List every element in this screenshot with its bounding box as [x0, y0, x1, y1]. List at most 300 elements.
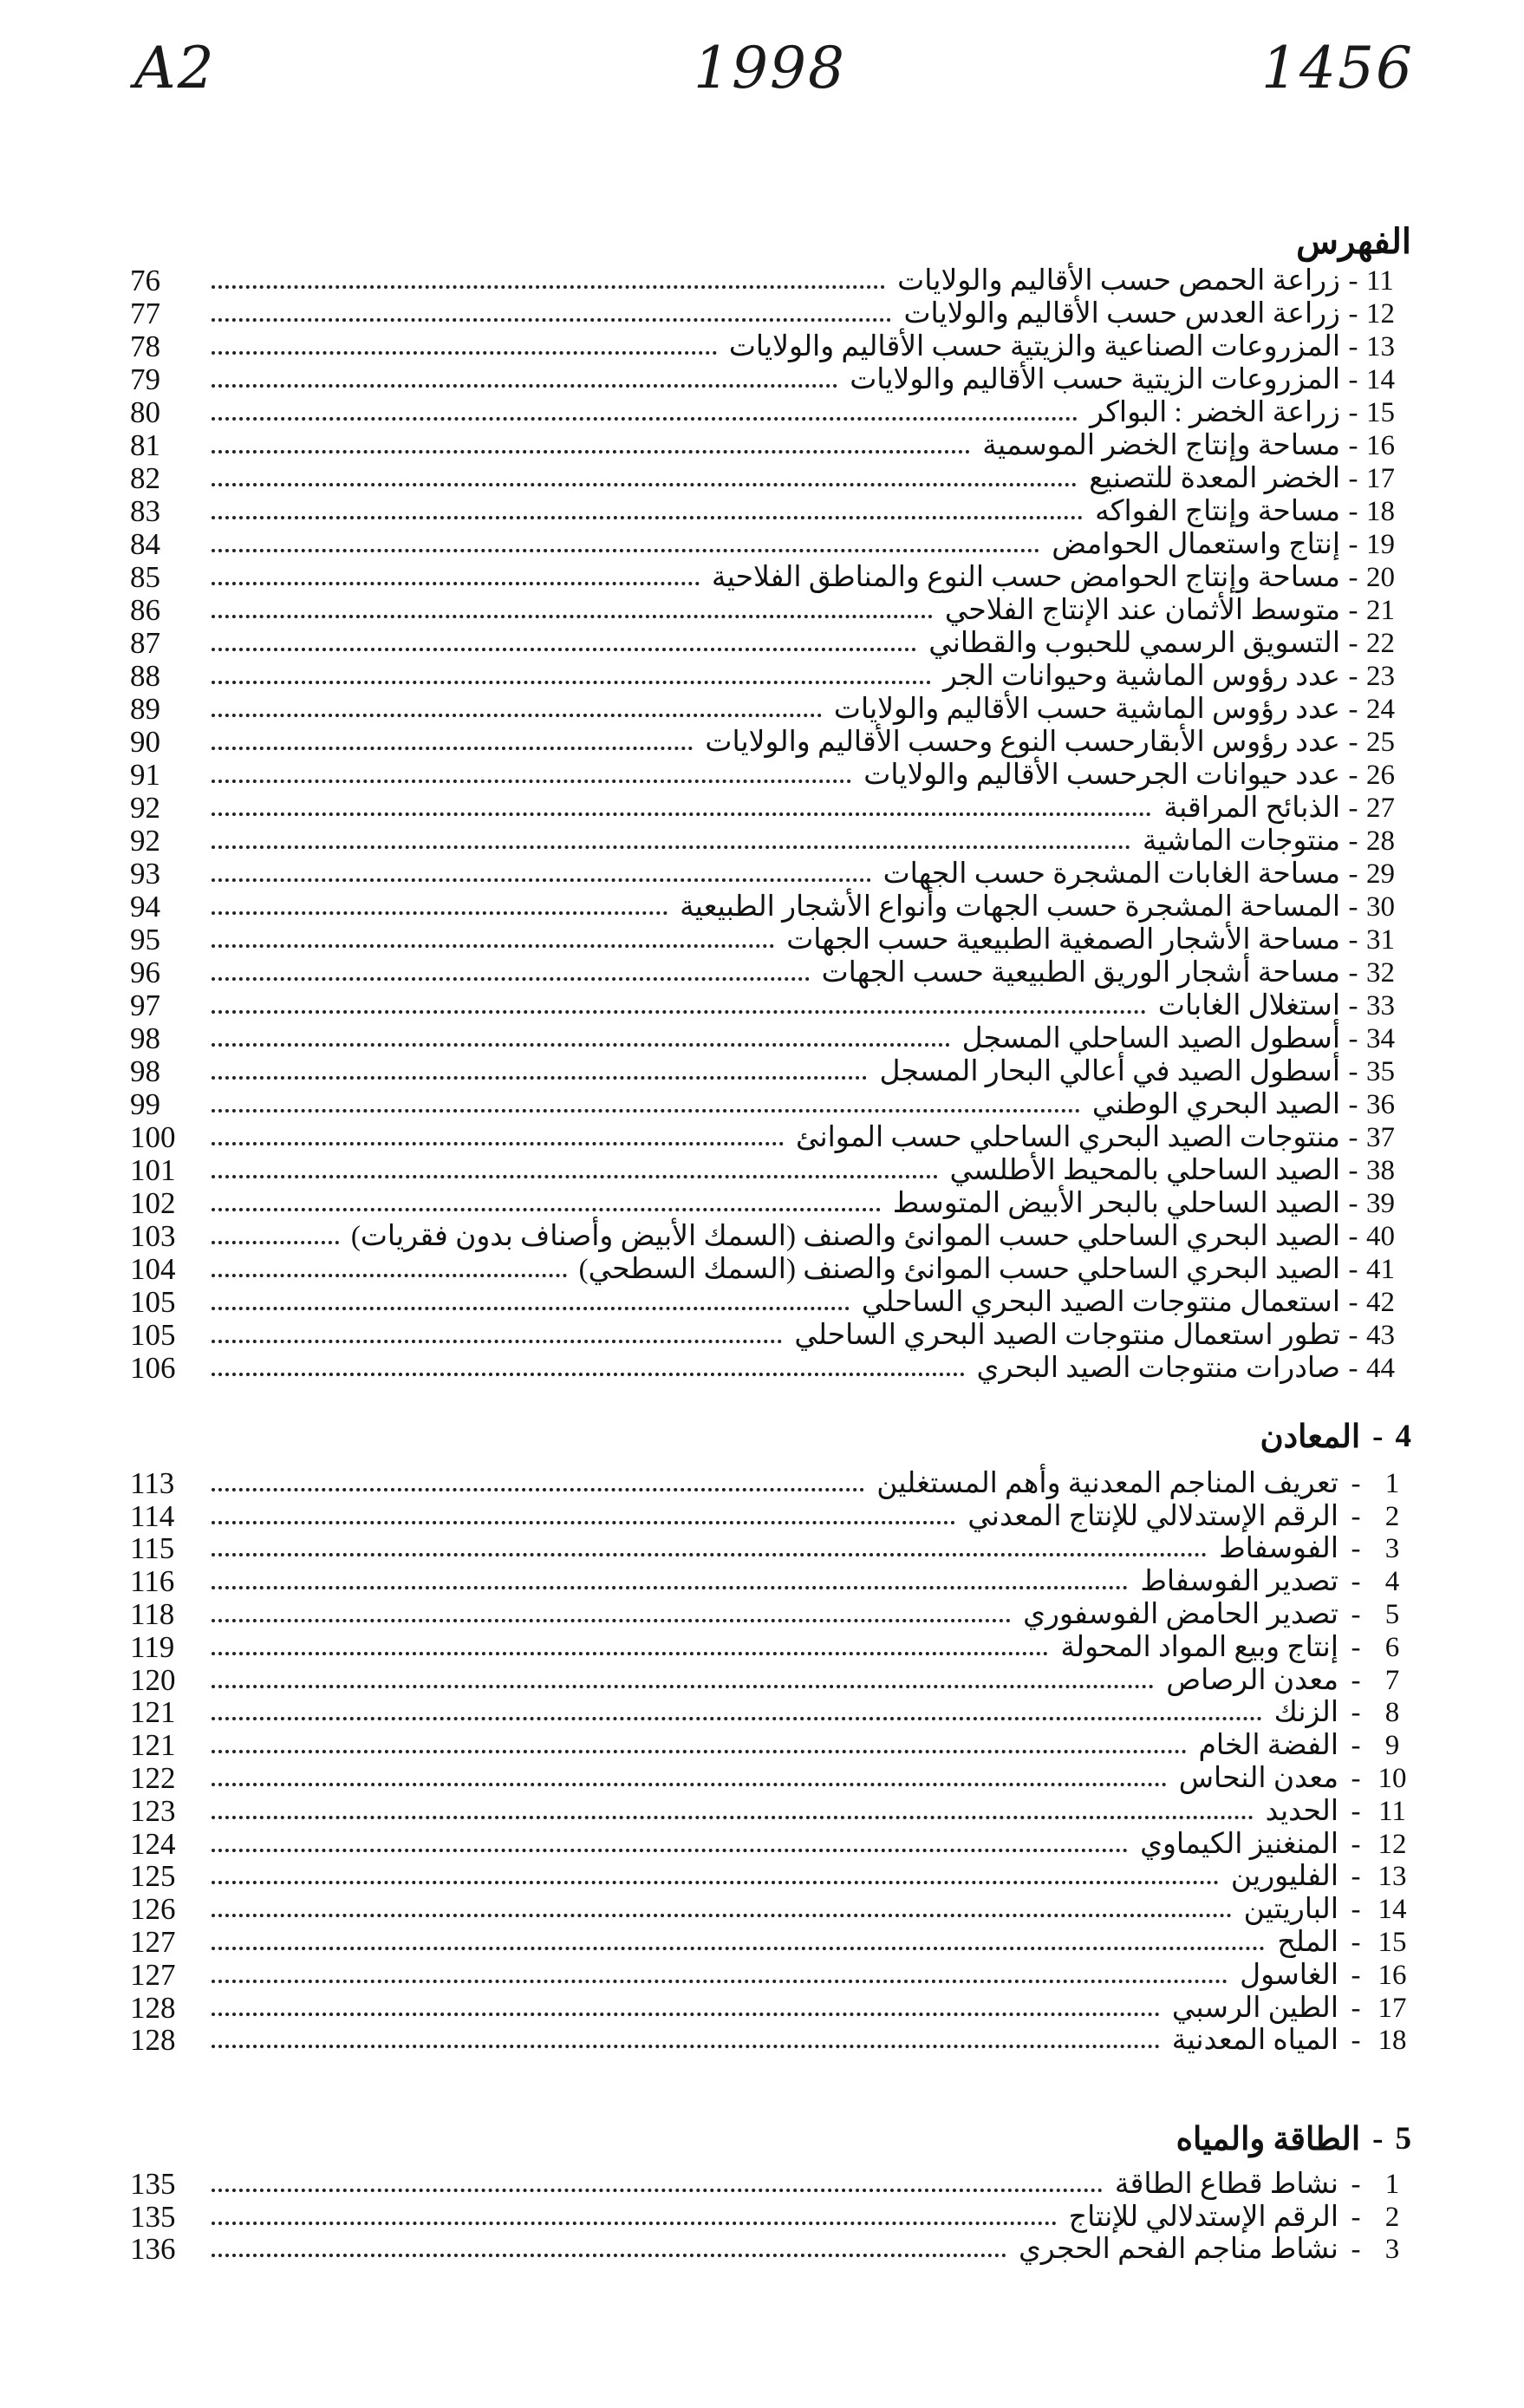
dot-leader — [212, 2043, 1160, 2048]
dot-leader — [212, 349, 717, 355]
entry-title: مساحة وإنتاج الفواكه — [1095, 496, 1340, 527]
entry-separator: - — [1348, 1353, 1358, 1384]
entry-title: الفضة الخام — [1198, 1730, 1338, 1762]
dot-leader — [212, 580, 700, 585]
entry-number: 14 — [1366, 364, 1395, 395]
entry-separator: - — [1348, 661, 1358, 692]
entry-number: 16 — [1366, 430, 1395, 461]
toc-entry — [130, 792, 1411, 825]
toc-entry — [130, 1729, 1411, 1762]
entry-separator: - — [1348, 364, 1358, 395]
toc-entry — [130, 1861, 1411, 1894]
entry-page-number: 93 — [130, 857, 160, 891]
entry-page-number: 83 — [130, 494, 160, 528]
entry-number: 3 — [1384, 1533, 1400, 1565]
toc-entry — [130, 956, 1411, 989]
entry-number: 33 — [1366, 990, 1395, 1021]
toc-entry — [130, 1565, 1411, 1598]
dot-leader — [212, 613, 933, 618]
entry-number: 15 — [1366, 397, 1395, 428]
dot-leader — [212, 2187, 1103, 2192]
toc-entry — [130, 528, 1411, 561]
entry-number: 32 — [1366, 957, 1395, 989]
dot-leader — [212, 1206, 881, 1211]
dot-leader — [212, 1272, 567, 1277]
entry-page-number: 92 — [130, 824, 160, 858]
toc-entry — [130, 726, 1411, 759]
entry-separator: - — [1348, 1221, 1358, 1252]
entry-number: 40 — [1366, 1221, 1395, 1252]
dot-leader — [212, 2011, 1160, 2016]
toc-entry — [130, 462, 1411, 495]
entry-separator: - — [1348, 1188, 1358, 1219]
entry-separator: - — [1351, 2168, 1361, 2200]
entry-page-number: 120 — [130, 1662, 176, 1697]
toc-entry — [130, 891, 1411, 923]
entry-title: تصدير الفوسفاط — [1140, 1566, 1338, 1598]
entry-number: 19 — [1366, 529, 1395, 560]
entry-title: الملح — [1277, 1926, 1338, 1958]
toc-entry — [130, 1467, 1411, 1500]
dot-leader — [212, 1371, 965, 1376]
entry-title: نشاط قطاع الطاقة — [1114, 2168, 1338, 2200]
dot-leader — [212, 1239, 339, 1244]
entry-number: 3 — [1384, 2234, 1400, 2266]
entry-number: 28 — [1366, 826, 1395, 857]
entry-separator: - — [1348, 595, 1358, 626]
dot-leader — [212, 745, 693, 750]
entry-number: 17 — [1377, 1992, 1407, 2024]
toc-entry — [130, 1022, 1411, 1055]
entry-title: الخضر المعدة للتصنيع — [1089, 463, 1340, 494]
entry-title: زراعة الحمص حسب الأقاليم والولايات — [897, 265, 1340, 297]
entry-title: الغاسول — [1240, 1959, 1338, 1991]
entry-page-number: 113 — [130, 1465, 175, 1500]
entry-number: 31 — [1366, 924, 1395, 956]
entry-number: 24 — [1366, 694, 1395, 725]
section-title: الطاقة والمياه — [1176, 2122, 1361, 2157]
toc-entry — [130, 1598, 1411, 1631]
section-title: المعادن — [1260, 1419, 1361, 1455]
toc-minerals-list — [130, 1467, 1411, 2057]
entry-separator: - — [1351, 1500, 1361, 1532]
entry-page-number: 92 — [130, 791, 160, 825]
dot-leader — [212, 646, 916, 651]
entry-number: 13 — [1377, 1861, 1407, 1893]
entry-title: الصيد البحري الساحلي حسب الموانئ والصنف (السمك الأبيض وأصناف بدون فقريات) — [350, 1221, 1340, 1252]
entry-title: استغلال الغابات — [1157, 990, 1340, 1021]
toc-entry — [130, 1319, 1411, 1352]
toc-entry — [130, 1154, 1411, 1187]
entry-title: تطور استعمال منتوجات الصيد البحري الساحلي — [794, 1320, 1340, 1351]
entry-separator: - — [1348, 760, 1358, 791]
entry-number: 22 — [1366, 628, 1395, 659]
entry-separator: - — [1348, 858, 1358, 890]
toc-entry — [130, 1795, 1411, 1828]
entry-page-number: 96 — [130, 956, 160, 989]
toc-entry — [130, 660, 1411, 693]
entry-page-number: 86 — [130, 593, 160, 627]
entry-title: التسويق الرسمي للحبوب والقطاني — [928, 628, 1340, 659]
entry-title: الطين الرسبي — [1171, 1992, 1338, 2024]
entry-number: 37 — [1366, 1122, 1395, 1153]
entry-number: 42 — [1366, 1287, 1395, 1318]
entry-separator: - — [1348, 924, 1358, 956]
section-number: 5 — [1395, 2121, 1411, 2157]
entry-page-number: 105 — [130, 1285, 176, 1319]
entry-number: 43 — [1366, 1320, 1395, 1351]
section-dash: - — [1372, 1419, 1384, 1454]
entry-number: 36 — [1366, 1089, 1395, 1120]
dot-leader — [212, 1140, 784, 1145]
entry-page-number: 116 — [130, 1564, 175, 1599]
entry-number: 1 — [1384, 1467, 1400, 1499]
toc-entry — [130, 1631, 1411, 1664]
entry-page-number: 91 — [130, 758, 160, 792]
entry-separator: - — [1351, 1926, 1361, 1958]
entry-title: الصيد البحري الساحلي حسب الموانئ والصنف (السمك السطحي) — [578, 1254, 1340, 1285]
handwritten-note-left: A2 — [134, 35, 216, 101]
toc-entry — [130, 1828, 1411, 1861]
toc-entry — [130, 1187, 1411, 1220]
entry-title: معدن الرصاص — [1166, 1664, 1338, 1696]
entry-page-number: 82 — [130, 461, 160, 495]
entry-separator: - — [1348, 463, 1358, 494]
entry-number: 5 — [1384, 1598, 1400, 1630]
dot-leader — [212, 2252, 1006, 2257]
entry-title: المزروعات الزيتية حسب الأقاليم والولايات — [850, 364, 1340, 395]
dot-leader — [212, 844, 1130, 849]
entry-title: نشاط مناجم الفحم الحجري — [1018, 2234, 1338, 2266]
entry-separator: - — [1348, 957, 1358, 989]
toc-entry — [130, 495, 1411, 528]
entry-page-number: 77 — [130, 297, 160, 330]
entry-separator: - — [1351, 1566, 1361, 1598]
dot-leader — [212, 1879, 1219, 1884]
toc-entry — [130, 1121, 1411, 1154]
toc-entry — [130, 1893, 1411, 1926]
entry-number: 30 — [1366, 891, 1395, 923]
toc-entry — [130, 627, 1411, 660]
entry-number: 13 — [1366, 331, 1395, 362]
entry-title: الصيد البحري الوطني — [1091, 1089, 1340, 1120]
toc-entry — [130, 989, 1411, 1022]
entry-title: زراعة الخضر : البواكر — [1089, 397, 1340, 428]
entry-separator: - — [1351, 1533, 1361, 1565]
entry-separator: - — [1348, 1287, 1358, 1318]
toc-entry — [130, 297, 1411, 330]
entry-separator: - — [1351, 1795, 1361, 1827]
entry-separator: - — [1348, 562, 1358, 593]
entry-title: الرقم الإستدلالي للإنتاج المعدني — [967, 1500, 1338, 1532]
dot-leader — [212, 1551, 1207, 1556]
entry-number: 38 — [1366, 1155, 1395, 1186]
toc-entry — [130, 2201, 1411, 2234]
entry-page-number: 84 — [130, 527, 160, 561]
entry-title: صادرات منتوجات الصيد البحري — [976, 1353, 1340, 1384]
dot-leader — [212, 1847, 1128, 1852]
section-number: 4 — [1395, 1419, 1411, 1454]
entry-number: 6 — [1384, 1631, 1400, 1663]
entry-title: متوسط الأثمان عند الإنتاج الفلاحي — [944, 595, 1340, 626]
entry-page-number: 101 — [130, 1153, 176, 1187]
toc-entry — [130, 1220, 1411, 1253]
entry-number: 17 — [1366, 463, 1395, 494]
dot-leader — [212, 679, 931, 684]
toc-entry — [130, 1926, 1411, 1959]
dot-leader — [212, 1945, 1265, 1950]
entry-number: 2 — [1384, 2201, 1400, 2233]
entry-separator: - — [1348, 628, 1358, 659]
entry-page-number: 98 — [130, 1054, 160, 1088]
entry-number: 12 — [1366, 298, 1395, 330]
entry-page-number: 81 — [130, 428, 160, 462]
section-heading-minerals — [1260, 1418, 1411, 1456]
entry-title: الصيد الساحلي بالبحر الأبيض المتوسط — [892, 1188, 1340, 1219]
toc-entry — [130, 561, 1411, 594]
entry-separator: - — [1351, 2201, 1361, 2233]
entry-title: استعمال منتوجات الصيد البحري الساحلي — [861, 1287, 1340, 1318]
dot-leader — [212, 481, 1077, 486]
entry-number: 23 — [1366, 661, 1395, 692]
dot-leader — [212, 448, 970, 454]
entry-number: 29 — [1366, 858, 1395, 890]
entry-page-number: 119 — [130, 1629, 175, 1664]
entry-title: الحديد — [1265, 1795, 1338, 1827]
entry-separator: - — [1348, 990, 1358, 1021]
entry-page-number: 97 — [130, 989, 160, 1022]
entry-page-number: 90 — [130, 725, 160, 759]
entry-separator: - — [1351, 1664, 1361, 1696]
entry-separator: - — [1351, 1598, 1361, 1630]
entry-title: معدن النحاس — [1178, 1762, 1338, 1794]
page-title: الفهرس — [1296, 222, 1411, 261]
dot-leader — [212, 1008, 1146, 1014]
dot-leader — [212, 877, 871, 882]
entry-number: 2 — [1384, 1500, 1400, 1532]
entry-separator: - — [1348, 265, 1358, 297]
section-dash: - — [1372, 2121, 1384, 2157]
entry-separator: - — [1351, 1467, 1361, 1499]
entry-page-number: 124 — [130, 1826, 176, 1861]
toc-entry — [130, 363, 1411, 396]
entry-number: 8 — [1384, 1697, 1400, 1729]
entry-number: 39 — [1366, 1188, 1395, 1219]
entry-title: الزنك — [1273, 1697, 1338, 1729]
entry-page-number: 127 — [130, 1924, 176, 1959]
dot-leader — [212, 2220, 1057, 2225]
entry-page-number: 95 — [130, 923, 160, 956]
toc-entry — [130, 594, 1411, 627]
entry-separator: - — [1351, 1762, 1361, 1794]
dot-leader — [212, 1715, 1262, 1720]
entry-separator: - — [1348, 1320, 1358, 1351]
entry-separator: - — [1348, 298, 1358, 330]
dot-leader — [212, 1173, 938, 1178]
toc-entry — [130, 693, 1411, 726]
entry-title: المياه المعدنية — [1171, 2025, 1338, 2057]
dot-leader — [212, 1683, 1154, 1688]
dot-leader — [212, 316, 891, 322]
dot-leader — [212, 1338, 782, 1343]
entry-page-number: 78 — [130, 330, 160, 363]
toc-entry — [130, 2025, 1411, 2058]
entry-title: عدد رؤوس الأبقارحسب النوع وحسب الأقاليم والولايات — [705, 727, 1340, 758]
entry-page-number: 102 — [130, 1186, 176, 1220]
dot-leader — [212, 1486, 864, 1491]
toc-entry — [130, 1286, 1411, 1319]
entry-page-number: 135 — [130, 2166, 176, 2201]
entry-number: 16 — [1377, 1959, 1407, 1991]
entry-separator: - — [1351, 1992, 1361, 2024]
entry-number: 41 — [1366, 1254, 1395, 1285]
dot-leader — [212, 1305, 850, 1310]
entry-number: 10 — [1377, 1762, 1407, 1794]
entry-separator: - — [1348, 826, 1358, 857]
entry-separator: - — [1348, 529, 1358, 560]
entry-title: زراعة العدس حسب الأقاليم والولايات — [903, 298, 1340, 330]
section-heading-energy — [1176, 2120, 1411, 2158]
entry-title: مساحة وإنتاج الخضر الموسمية — [982, 430, 1340, 461]
entry-page-number: 103 — [130, 1219, 176, 1253]
entry-page-number: 125 — [130, 1859, 176, 1894]
entry-separator: - — [1351, 2025, 1361, 2057]
dot-leader — [212, 1519, 955, 1524]
entry-title: إنتاج واستعمال الحوامض — [1052, 529, 1340, 560]
entry-title: منتوجات الصيد البحري الساحلي حسب الموانئ — [795, 1122, 1340, 1153]
toc-entry — [130, 1533, 1411, 1566]
entry-number: 18 — [1377, 2025, 1407, 2057]
entry-page-number: 76 — [130, 264, 160, 297]
entry-separator: - — [1351, 1730, 1361, 1762]
toc-entry — [130, 759, 1411, 792]
dot-leader — [212, 382, 837, 388]
dot-leader — [212, 1617, 1011, 1622]
toc-entry — [130, 264, 1411, 297]
toc-entry — [130, 1992, 1411, 2025]
toc-entry — [130, 1697, 1411, 1730]
toc-entry — [130, 1959, 1411, 1992]
entry-page-number: 123 — [130, 1793, 176, 1828]
entry-number: 15 — [1377, 1926, 1407, 1958]
dot-leader — [212, 778, 851, 783]
toc-entry — [130, 1762, 1411, 1795]
entry-title: المزروعات الصناعية والزيتية حسب الأقاليم والولايات — [728, 331, 1340, 362]
toc-entry — [130, 429, 1411, 462]
dot-leader — [212, 976, 810, 981]
entry-page-number: 99 — [130, 1087, 160, 1121]
toc-entry — [130, 2234, 1411, 2267]
toc-entry — [130, 1253, 1411, 1286]
entry-separator: - — [1351, 1959, 1361, 1991]
entry-page-number: 100 — [130, 1120, 176, 1154]
entry-separator: - — [1351, 1828, 1361, 1860]
dot-leader — [212, 284, 885, 289]
entry-number: 4 — [1384, 1566, 1400, 1598]
entry-number: 35 — [1366, 1056, 1395, 1087]
entry-title: عدد حيوانات الجرحسب الأقاليم والولايات — [863, 760, 1340, 791]
entry-page-number: 104 — [130, 1252, 176, 1286]
entry-separator: - — [1348, 727, 1358, 758]
dot-leader — [212, 1912, 1232, 1917]
handwritten-note-right: 1456 — [1261, 35, 1414, 101]
toc-entry — [130, 2168, 1411, 2201]
entry-page-number: 118 — [130, 1596, 175, 1631]
toc-entry — [130, 858, 1411, 891]
dot-leader — [212, 1107, 1080, 1113]
entry-page-number: 136 — [130, 2232, 176, 2267]
entry-title: الفوسفاط — [1219, 1533, 1338, 1565]
entry-number: 9 — [1384, 1730, 1400, 1762]
dot-leader — [212, 811, 1151, 816]
entry-page-number: 88 — [130, 659, 160, 693]
entry-title: المساحة المشجرة حسب الجهات وأنواع الأشجار الطبيعية — [680, 891, 1340, 923]
entry-page-number: 85 — [130, 560, 160, 594]
entry-separator: - — [1348, 1056, 1358, 1087]
entry-page-number: 89 — [130, 692, 160, 726]
entry-title: مساحة الأشجار الصمغية الطبيعية حسب الجهات — [786, 924, 1340, 956]
dot-leader — [212, 943, 774, 948]
toc-entry — [130, 825, 1411, 858]
entry-title: عدد رؤوس الماشية حسب الأقاليم والولايات — [833, 694, 1340, 725]
toc-entry — [130, 1500, 1411, 1533]
entry-page-number: 126 — [130, 1892, 176, 1927]
entry-number: 25 — [1366, 727, 1395, 758]
entry-separator: - — [1351, 1894, 1361, 1926]
entry-number: 7 — [1384, 1664, 1400, 1696]
toc-entry — [130, 330, 1411, 363]
toc-entry — [130, 1055, 1411, 1088]
entry-title: المنغنيز الكيماوي — [1140, 1828, 1338, 1860]
toc-entry — [130, 1664, 1411, 1697]
entry-page-number: 79 — [130, 362, 160, 396]
dot-leader — [212, 1650, 1048, 1655]
entry-title: عدد رؤوس الماشية وحيوانات الجر — [942, 661, 1340, 692]
entry-number: 44 — [1366, 1353, 1395, 1384]
entry-separator: - — [1348, 1023, 1358, 1054]
entry-number: 11 — [1378, 1795, 1406, 1827]
entry-separator: - — [1351, 1631, 1361, 1663]
dot-leader — [212, 712, 822, 717]
dot-leader — [212, 1074, 867, 1080]
entry-separator: - — [1348, 496, 1358, 527]
toc-entry — [130, 396, 1411, 429]
entry-title: مساحة الغابات المشجرة حسب الجهات — [882, 858, 1340, 890]
toc-entry — [130, 923, 1411, 956]
entry-page-number: 121 — [130, 1695, 176, 1730]
entry-separator: - — [1348, 1089, 1358, 1120]
entry-number: 11 — [1366, 265, 1394, 297]
dot-leader — [212, 1781, 1167, 1786]
entry-page-number: 106 — [130, 1351, 176, 1385]
entry-title: الباريتين — [1243, 1894, 1338, 1926]
entry-title: منتوجات الماشية — [1142, 826, 1340, 857]
entry-separator: - — [1348, 793, 1358, 824]
entry-number: 1 — [1384, 2168, 1400, 2200]
entry-separator: - — [1351, 1697, 1361, 1729]
entry-page-number: 128 — [130, 1990, 176, 2025]
entry-title: الذبائح المراقبة — [1163, 793, 1340, 824]
toc-energy-list — [130, 2168, 1411, 2266]
entry-title: تعريف المناجم المعدنية وأهم المستغلين — [876, 1467, 1338, 1499]
entry-title: مساحة أشجار الوريق الطبيعية حسب الجهات — [821, 957, 1340, 989]
entry-title: أسطول الصيد الساحلي المسجل — [961, 1023, 1340, 1054]
dot-leader — [212, 1748, 1187, 1753]
dot-leader — [212, 514, 1083, 519]
entry-title: أسطول الصيد في أعالي البحار المسجل — [879, 1056, 1340, 1087]
entry-number: 12 — [1377, 1828, 1407, 1860]
toc-main-list — [130, 264, 1411, 1385]
